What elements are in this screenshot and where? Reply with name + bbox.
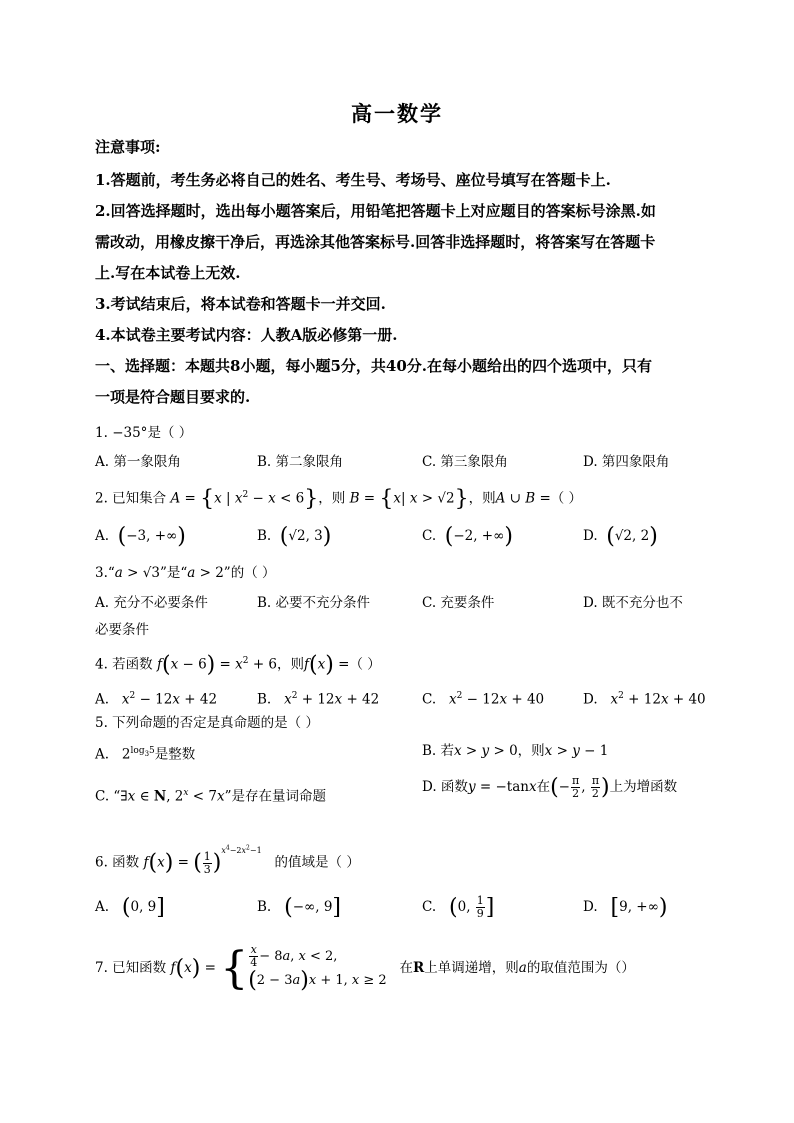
q3-option-d: D. 既不充分也不 xyxy=(583,595,683,611)
q3-option-d-cont: 必要条件 xyxy=(95,622,149,638)
q3-option-a: A. 充分不必要条件 xyxy=(95,595,208,611)
q6-option-d: D. [9, +∞) xyxy=(583,895,668,920)
question-1: 1. −35°是（ ） xyxy=(95,425,193,441)
q2-option-d: D. (√2, 2) xyxy=(583,524,658,549)
q1-option-d: D. 第四象限角 xyxy=(583,454,670,470)
q5-option-d: D. 函数y = −tanx在(− $\frac{\pi}{2}$ , $\frac{\pi}{2}$ )上为增函数 xyxy=(422,774,678,800)
q1-angle: −35° xyxy=(112,425,148,441)
notice-item-2-line-3: 上.写在本试卷上无效. xyxy=(95,264,241,282)
notice-item-3: 3.考试结束后，将本试卷和答题卡一并交回. xyxy=(95,295,386,313)
q5-option-b: B. 若x > y > 0，则x > y − 1 xyxy=(422,743,609,759)
q6-option-a: A. (0, 9] xyxy=(95,895,165,920)
question-5: 5. 下列命题的否定是真命题的是（ ） xyxy=(95,715,319,731)
question-3: 3.“a > √3”是“a > 2”的（ ） xyxy=(95,565,276,581)
notice-item-1: 1.答题前，考生务必将自己的姓名、考生号、考场号、座位号填写在答题卡上. xyxy=(95,171,611,189)
notice-item-2-line-2: 需改动，用橡皮擦干净后，再选涂其他答案标号.回答非选择题时，将答案写在答题卡 xyxy=(95,233,656,251)
q2-option-c: C. (−2, +∞) xyxy=(422,524,513,549)
q2-set-a: A xyxy=(170,490,181,507)
q3-option-b: B. 必要不充分条件 xyxy=(257,595,371,611)
q5-option-a: A. $2^{log_35}$是整数 xyxy=(95,746,196,763)
q2-option-a: A. (−3, +∞) xyxy=(95,524,186,549)
q4-option-b: B. $x^2 + 12x + 42$ xyxy=(257,691,380,708)
question-7: 7. 已知函数 f(x) = { $\frac{x}{4}$ − 8a, x < 2, (2 − 3a)x + 1, x ≥ 2 在R上单调递增，则a的取值范围为（） xyxy=(95,942,635,994)
section-1-line-2: 一项是符合题目要求的. xyxy=(95,388,251,406)
page-title: 高一数学 xyxy=(351,101,443,126)
question-6: 6. 函数 f(x) = ( $\frac{1}{3}$ )$^{x^4-2x^2-1}$ 的值域是（ ） xyxy=(95,844,360,876)
q3-option-c: C. 充要条件 xyxy=(422,595,495,611)
question-4: 4. 若函数 $f(x - 6) = x^2 + 6$，则f(x) =（ ） xyxy=(95,652,381,678)
q5-option-c: C. “∃x ∈ N, $2^x < 7x$”是存在量词命题 xyxy=(95,788,326,805)
q1-option-a: A. 第一象限角 xyxy=(95,454,181,470)
q4-option-a: A. $x^2 - 12x + 42$ xyxy=(95,691,218,708)
q2-option-b: B. (√2, 3) xyxy=(257,524,332,549)
section-1-line-1: 一、选择题：本题共8小题，每小题5分，共40分.在每小题给出的四个选项中，只有 xyxy=(95,357,652,375)
q1-option-c: C. 第三象限角 xyxy=(422,454,508,470)
notice-item-4: 4.本试卷主要考试内容：人教A版必修第一册. xyxy=(95,326,398,344)
notice-item-2-line-1: 2.回答选择题时，选出每小题答案后，用铅笔把答题卡上对应题目的答案标号涂黑.如 xyxy=(95,202,656,220)
q6-option-b: B. (−∞, 9] xyxy=(257,895,342,920)
q4-option-d: D. $x^2 + 12x + 40$ xyxy=(583,691,706,708)
q1-option-b: B. 第二象限角 xyxy=(257,454,344,470)
q4-option-c: C. $x^2 - 12x + 40$ xyxy=(422,691,545,708)
question-2: 2. 已知集合 A = {x | $x^2 - x < 6$}，则 B = {x| x > √2}，则A ∪ B =（ ） xyxy=(95,486,583,512)
notice-heading: 注意事项: xyxy=(95,138,161,156)
q6-option-c: C. (0, $\frac{1}{9}$ ] xyxy=(422,894,495,920)
